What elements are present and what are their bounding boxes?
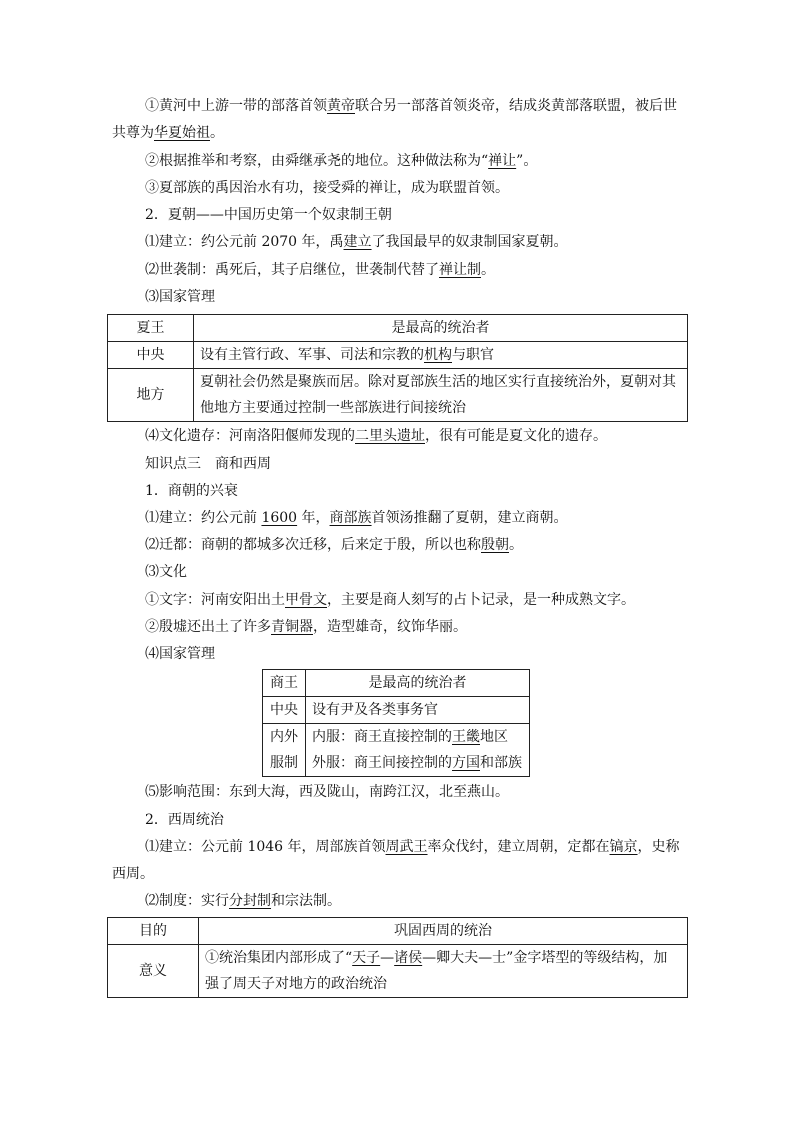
zhou-founding: ⑴建立：公元前 1046 年，周部族首领周武王率众伐纣，建立周朝，定都在镐京，史称 — [145, 839, 680, 855]
shang-governance-heading: ⑷国家管理 — [145, 646, 215, 662]
table-row: 目的 巩固西周的统治 — [108, 918, 688, 945]
term-huangdi: 黄帝 — [327, 98, 355, 114]
shang-writing: ①文字：河南安阳出土甲骨文，主要是商人刻写的占卜记录，是一种成熟文字。 — [145, 592, 635, 608]
shang-founding: ⑴建立：约公元前 1600 年，商部族首领汤推翻了夏朝，建立商朝。 — [145, 510, 568, 526]
table-row: 意义 ①统治集团内部形成了“天子—诸侯—卿大夫—士”金字塔型的等级结构，加 强了周天子对地方的政治统治 — [108, 945, 688, 998]
zhou-system-table — [107, 917, 688, 998]
zhou-founding-cont: 西周。 — [112, 866, 154, 882]
xia-cultural-relic: ⑷文化遗存：河南洛阳偃师发现的二里头遗址，很有可能是夏文化的遗存。 — [145, 428, 607, 444]
term-huaxia-shizu: 华夏始祖 — [154, 125, 210, 141]
heading-shang: 1．商朝的兴衰 — [145, 483, 238, 499]
shang-bronze: ②殷墟还出土了许多青铜器，造型雄奇，纹饰华丽。 — [145, 619, 467, 635]
xia-founding: ⑴建立：约公元前 2070 年，禹建立了我国最早的奴隶制国家夏朝。 — [145, 234, 568, 250]
shang-culture-heading: ⑶文化 — [145, 564, 187, 580]
zhou-system: ⑵制度：实行分封制和宗法制。 — [145, 893, 341, 909]
xia-governance-table — [107, 314, 688, 422]
term-shanrang: 禅让 — [488, 153, 517, 169]
section-title-shang-zhou: 知识点三 商和西周 — [145, 456, 271, 472]
xia-governance-heading: ⑶国家管理 — [145, 289, 215, 305]
table-row: 地方 夏朝社会仍然是聚族而居。除对夏部族生活的地区实行直接统治外，夏朝对其 他地方主要通过控制一些部族进行间接统治 — [108, 369, 688, 422]
shang-capital: ⑵迁都：商朝的都城多次迁移，后来定于殷，所以也称殷朝。 — [145, 537, 523, 553]
paragraph-shanrang: ②根据推举和考察，由舜继承尧的地位。这种做法称为“禅让”。 — [145, 153, 538, 169]
xia-hereditary: ⑵世袭制：禹死后，其子启继位，世袭制代替了禅让制。 — [145, 262, 495, 278]
table-row: 夏王 是最高的统治者 — [108, 315, 688, 342]
table-row: 商王 是最高的统治者 — [263, 670, 530, 697]
heading-xia: 2．夏朝——中国历史第一个奴隶制王朝 — [145, 207, 392, 223]
paragraph-yu: ③夏部族的禹因治水有功，接受舜的禅让，成为联盟首领。 — [145, 180, 509, 196]
table-row: 中央 设有尹及各类事务官 — [263, 697, 530, 724]
table-row: 中央 设有主管行政、军事、司法和宗教的机构与职官 — [108, 342, 688, 369]
shang-governance-table — [262, 669, 530, 777]
heading-zhou: 2．西周统治 — [145, 812, 224, 828]
paragraph-huangdi-cont: 共尊为华夏始祖。 — [112, 125, 224, 141]
shang-influence: ⑸影响范围：东到大海，西及陇山，南跨江汉，北至燕山。 — [145, 784, 509, 800]
table-row: 内外 服制 内服：商王直接控制的王畿地区 外服：商王间接控制的方国和部族 — [263, 724, 530, 777]
paragraph-huangdi: ①黄河中上游一带的部落首领黄帝联合另一部落首领炎帝，结成炎黄部落联盟，被后世 — [145, 98, 677, 114]
